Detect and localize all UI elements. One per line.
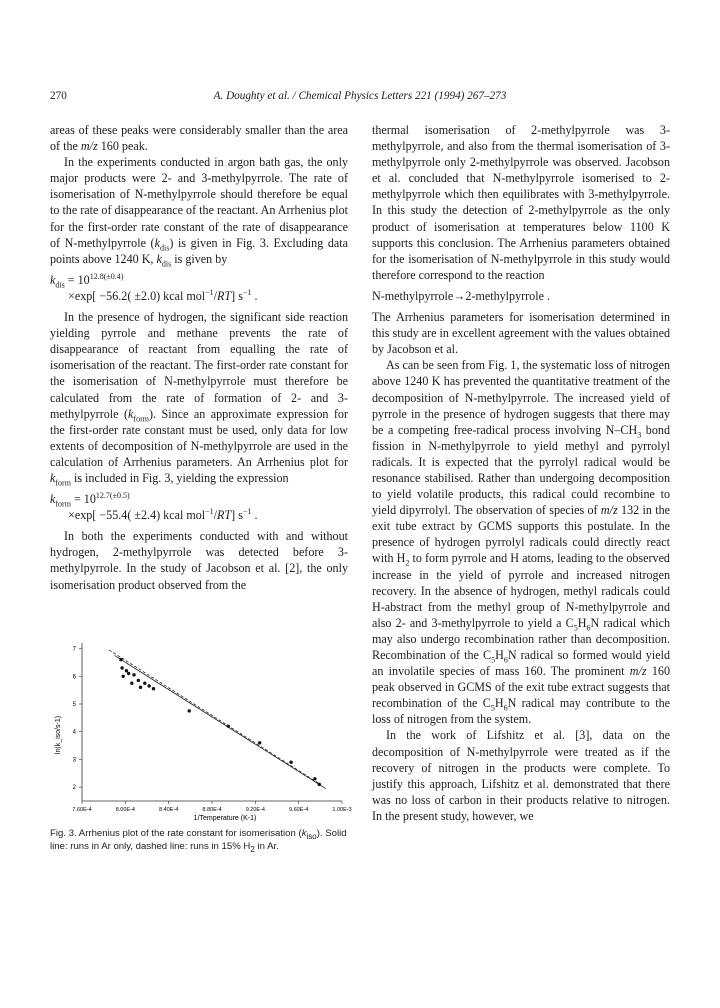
right-paragraph-4: In the work of Lifshitz et al. [3], data on the decomposition of N-methylpyrrole were treated as if the recovery of nitrogen in the products were complete. To justify this approach, Lifshitz et al. demonstrated that there was no loss of carbon in their products relative to nitrogen. In the present study, however, we [372,728,670,823]
equation-kform: $k_{form} = 10^{12.7(\pm 0.5)}$ ×exp[ −55.4( ±2.4) kcal mol$^{-1}$/RT] $s^{-1}$ . [50,491,258,523]
data-point [127,672,130,675]
chart-axes [79,643,342,804]
page-number: 270 [50,90,67,102]
right-paragraph-1: thermal isomerisation of 2-methylpyrrole was 3-methylpyrrole, and also from the thermal isomerisation of 3-methylpyrrole only 2-methylpyrrole was observed. Jacobson et al. concluded that N-methylpyrrole isomerised to 2-methylpyrrole which then equilibrates with 3-methylpyrrole. In this study the detection of 2-methylpyrrole as the only product of isomerisation at temperatures below 1100 K supports this conclusion. The Arrhenius parameters obtained for the isomerisation of N-methylpyrrole in this study would therefore correspond to the reaction [372,123,670,282]
fit-line-ar [115,655,326,788]
data-point [227,724,230,727]
data-point [130,681,133,684]
figure-3 [50,637,352,854]
figure-caption: Fig. 3. Arrhenius plot of the rate constant for isomerisation $(k_{iso})$. Solid line: runs in Ar only, dashed line: runs in 15% $H_2$ in Ar. [50,828,347,854]
left-paragraph-2: In the experiments conducted in argon bath gas, the only major products were 2- and 3-methylpyrrole. The rate of isomerisation of N-methylpyrrole should therefore be equal to the rate of disappearance of the reactant. An Arrhenius plot for the first-order rate constant of the rate of disappearance of N-methylpyrrole $(k_{dis})$ is given in Fig. 3. Excluding data points above 1240 K, $k_{dis}$ is given by [50,155,348,269]
y-tick-label: 2 [72,785,76,792]
x-tick-label: 8.40E-4 [159,807,179,813]
x-tick-label: 8.00E-4 [115,807,135,813]
data-point [125,669,128,672]
left-paragraph-4: In both the experiments conducted with and without hydrogen, 2-methylpyrrole was detected before 3-methylpyrrole. In the study of Jacobson et al. [2], the only isomerisation product observed from the [50,529,348,592]
reaction-equation: N-methylpyrrole→2-methylpyrrole . [372,288,550,303]
running-title: A. Doughty et al. / Chemical Physics Letters 221 (1994) 267–273 [213,90,507,102]
data-point [132,673,135,676]
x-axis-label: 1/Temperature (K-1) [193,815,257,822]
right-paragraph-3: As can be seen from Fig. 1, the systematic loss of nitrogen above 1240 K has prevented the quantitative treatment of the decomposition of N-methylpyrrole. The increased yield of pyrrole in the presence of hydrogen suggests that there may be a competing free-radical process involving $N-CH_3$ bond fission in N-methylpyrrole to yield methyl and pyrrolyl radicals. It is expected that the pyrrolyl radical would be resonance stabilised. Rather than undergoing decomposition to yield volatile products, this radical could recombine to yield dipyrrolyl. The observation of species of m/z 132 in the exit tube extract by GCMS supports this postulate. In the presence of hydrogen pyrrolyl radicals could directly react with $H_2$ to form pyrrole and H atoms, leading to the observed increase in the yield of pyrrole and increased nitrogen recovery. In the absence of hydrogen, methyl radicals could H-abstract from the methyl group of N-methylpyrrole and also 2- and 3-methylpyrrole to yield a $C_5H_6N$ radical which may also undergo recombination rather than decomposition. Recombination of the $C_5H_6N$ radical so formed would yield an involatile species of mass 160. The prominent m/z 160 peak observed in GCMS of the exit tube extract suggests that recombination of the $C_5H_6N$ radical may contribute to the loss of nitrogen from the system. [372,358,671,727]
x-tick-label: 9.60E-4 [289,807,309,813]
fit-line-h2 [109,650,320,784]
data-point [139,686,142,689]
data-point [152,687,155,690]
data-point [147,684,150,687]
x-tick-label: 1.00E-3 [332,807,352,813]
data-point [258,741,261,744]
data-point [143,681,146,684]
y-tick-label: 4 [72,729,76,736]
x-tick-label: 8.80E-4 [202,807,222,813]
y-tick-label: 7 [72,646,76,653]
equation-kdis: $k_{dis} = 10^{12.8(\pm 0.4)}$ ×exp[ −56.2( ±2.0) kcal mol$^{-1}$/RT] $s^{-1}$ . [50,271,258,303]
data-point [119,658,122,661]
right-paragraph-2: The Arrhenius parameters for isomerisation determined in this study are in excellent agreement with the values obtained by Jacobson et al. [372,310,670,357]
y-tick-label: 5 [72,701,76,708]
left-paragraph-3: In the presence of hydrogen, the significant side reaction yielding pyrrole and methane prevents the rate of disappearance of reactant from equalling the rate of isomerisation of the reactant. The first-order rate constant for the isomerisation of N-methylpyrrole must therefore be calculated from the rate of formation of 2- and 3-methylpyrrole $(k_{form})$. Since an approximate expression for the first-order rate constant must be used, only data for low extents of decomposition of N-methylpyrrole are used in the calculation of Arrhenius parameters. An Arrhenius plot for $k_{form}$ is included in Fig. 3, yielding the expression [50,310,348,488]
data-point [313,777,316,780]
right-column [372,122,670,824]
chart-fit-lines [109,650,326,789]
x-tick-label: 7.60E-4 [72,807,92,813]
data-point [289,760,292,763]
x-tick-label: 9.20E-4 [245,807,265,813]
arrhenius-plot [50,637,352,823]
page-header [50,90,670,106]
data-point [188,709,191,712]
y-axis-label: ln(k_iso/s-1) [55,715,62,755]
left-column [50,122,348,593]
data-point [120,666,123,669]
y-tick-label: 3 [72,757,76,764]
left-paragraph-1: areas of these peaks were considerably smaller than the area of the m/z 160 peak. [50,123,348,154]
chart-tick-labels [72,647,351,813]
data-point [121,675,124,678]
data-point [137,679,140,682]
data-point [318,783,321,786]
y-tick-label: 6 [72,674,76,681]
